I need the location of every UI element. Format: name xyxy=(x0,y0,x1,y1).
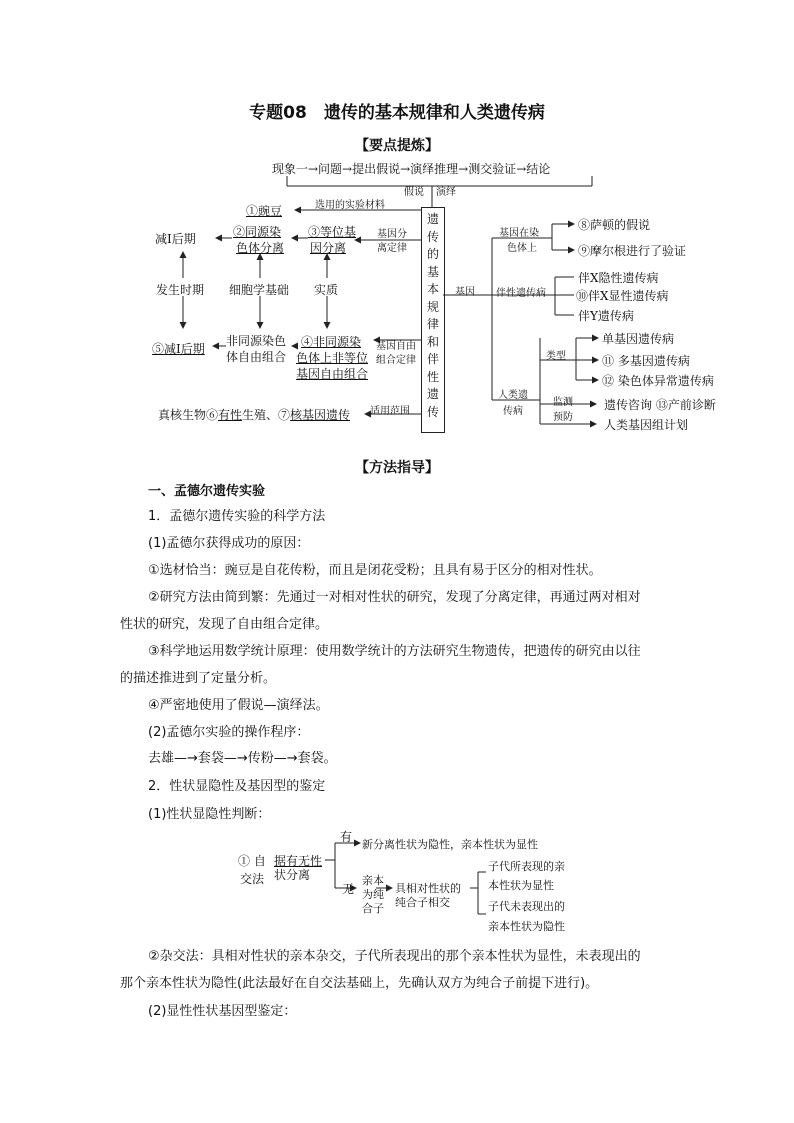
time-label: 发生时期 xyxy=(156,283,205,297)
flow-chain: 现象一→问题→提出假说→演绎推理→测交验证→结论 xyxy=(272,162,551,176)
check-seg-2: 状分离 xyxy=(274,868,311,882)
para-7: (2)孟德尔实验的操作程序： xyxy=(148,725,310,740)
human-disease-label-1: 人类遗 xyxy=(498,390,528,401)
heading-mendel: 一、孟德尔遗传实验 xyxy=(148,484,266,499)
single-gene-node: 单基因遗传病 xyxy=(602,332,675,346)
cell-basis-label: 细胞学基础 xyxy=(229,283,290,297)
free-comb-label-2: 组合定律 xyxy=(376,355,416,366)
self-cross-2: 交法 xyxy=(240,872,265,886)
free-comb-label-1: 基因自由 xyxy=(376,341,416,352)
flow-label-deduction: 演绎 xyxy=(436,187,456,198)
para-4a: ②研究方法由简到繁：先通过一对相对性状的研究，发现了分离定律，再通过两对相对 xyxy=(148,590,641,605)
nonhomolog-node-1: 非同源染色 xyxy=(226,334,287,348)
result-1: 子代所表现的亲 xyxy=(488,860,565,873)
scope-sexual: 有性 xyxy=(218,408,243,422)
monitor-label-1: 监测 xyxy=(553,397,573,408)
types-label: 类型 xyxy=(546,351,566,362)
nonallele-node-1: ④非同源染 xyxy=(301,335,362,349)
scope-mid: 生殖、⑦ xyxy=(242,408,291,422)
section-key-points: 【要点提炼】 xyxy=(355,138,439,154)
result-3: 子代未表现出的 xyxy=(488,900,565,913)
allele-node-1: ③等位基 xyxy=(308,225,357,239)
para-2: (1)孟德尔获得成功的原因： xyxy=(148,536,310,551)
para-10: (1)性状显隐性判断： xyxy=(148,807,271,822)
yes-label: 有 xyxy=(340,830,353,844)
x-dominant-node: ⑩伴X显性遗传病 xyxy=(576,289,669,303)
essence-label: 实质 xyxy=(314,283,339,297)
gene-on-chrom-1: 基因在染 xyxy=(499,228,539,239)
homolog-node-2: 色体分离 xyxy=(236,241,285,255)
monitor-label-2: 预防 xyxy=(553,412,573,423)
sutton-node: ⑧萨顿的假说 xyxy=(578,218,651,232)
segregation-label-2: 离定律 xyxy=(377,243,407,254)
nonallele-node-3: 基因自由组合 xyxy=(296,367,369,381)
genome-node: 人类基因组计划 xyxy=(604,418,689,432)
nonhomolog-node-2: 体自由组合 xyxy=(226,350,287,364)
material-label: 选用的实验材料 xyxy=(315,200,385,211)
chrom-abnormal-node: ⑫ 染色体异常遗传病 xyxy=(602,374,714,388)
late1b-node: ⑤减Ⅰ后期 xyxy=(152,342,205,356)
para-6: ④严密地使用了假说—演绎法。 xyxy=(148,698,329,713)
self-cross-1: ① 自 xyxy=(238,854,266,868)
allele-node-2: 因分离 xyxy=(310,241,347,255)
multi-gene-node: ⑪ 多基因遗传病 xyxy=(602,354,690,368)
human-disease-label-2: 传病 xyxy=(503,406,523,417)
page-title: 专题08 遗传的基本规律和人类遗传病 xyxy=(249,103,545,123)
para-4b: 性状的研究，发现了自由组合定律。 xyxy=(120,617,329,632)
para-dominant-genotype: (2)显性性状基因型鉴定： xyxy=(148,1004,297,1019)
result-2: 本性状为显性 xyxy=(488,879,554,892)
y-linked-node: 伴Y遗传病 xyxy=(578,309,634,323)
gene-label: 基因 xyxy=(455,287,475,298)
para-cross-2: 那个亲本性状为隐性(此法最好在自交法基础上，先确认双方为纯合子前提下进行)。 xyxy=(120,976,599,991)
x-recessive-node: 伴X隐性遗传病 xyxy=(578,271,659,285)
flow-label-hypothesis: 假说 xyxy=(404,187,424,198)
scope-nuclear: 核基因遗传 xyxy=(290,408,351,422)
scope-prefix: 真核生物⑥ xyxy=(158,408,219,422)
cross-1: 具相对性状的 xyxy=(395,882,461,895)
sexlinked-label: 伴性遗传病 xyxy=(496,288,546,299)
para-8: 去雄—→套袋—→传粉—→套袋。 xyxy=(148,751,337,766)
gene-on-chrom-2: 色体上 xyxy=(507,243,537,254)
para-1: 1．孟德尔遗传实验的科学方法 xyxy=(148,509,326,524)
para-9: 2．性状显隐性及基因型的鉴定 xyxy=(148,779,326,794)
pure-1: 亲本 xyxy=(362,874,384,887)
pure-3: 合子 xyxy=(362,902,384,915)
pea-node: ①豌豆 xyxy=(246,204,283,218)
pure-2: 为纯 xyxy=(362,888,384,901)
para-5b: 的描述推进到了定量分析。 xyxy=(120,671,277,686)
para-5a: ③科学地运用数学统计原理：使用数学统计的方法研究生物遗传，把遗传的研究由以往 xyxy=(148,644,641,659)
no-label: 无 xyxy=(342,882,355,896)
section-method: 【方法指导】 xyxy=(355,460,439,476)
check-seg-1: 据有无性 xyxy=(274,854,323,868)
scope-label: 适用范围 xyxy=(370,406,410,417)
result-4: 亲本性状为隐性 xyxy=(488,920,565,933)
scope-node xyxy=(158,406,350,423)
nonallele-node-2: 色体上非等位 xyxy=(296,351,369,365)
cross-2: 纯合子相交 xyxy=(395,896,450,909)
center-topic-text: 遗传的基本规律和伴性遗传 xyxy=(426,212,439,419)
late1-node: 减Ⅰ后期 xyxy=(155,232,196,246)
segregation-label-1: 基因分 xyxy=(377,229,407,240)
yes-result: 新分离性状为隐性，亲本性状为显性 xyxy=(362,838,538,851)
homolog-node-1: ②同源染 xyxy=(233,225,282,239)
morgan-node: ⑨摩尔根进行了验证 xyxy=(578,244,687,258)
counsel-node: 遗传咨询 ⑬产前诊断 xyxy=(604,398,716,412)
para-cross-1: ②杂交法：具相对性状的亲本杂交，子代所表现出的那个亲本性状为显性，未表现出的 xyxy=(148,949,641,964)
para-3: ①选材恰当：豌豆是自花传粉，而且是闭花受粉；且具有易于区分的相对性状。 xyxy=(148,563,602,578)
